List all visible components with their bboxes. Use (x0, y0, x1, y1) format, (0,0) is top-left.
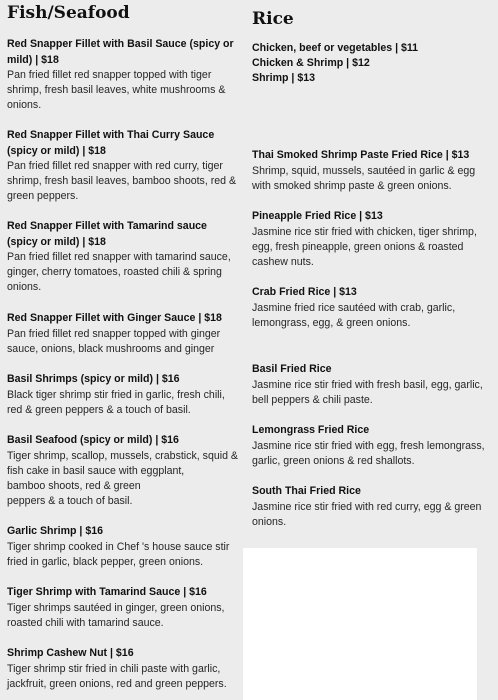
menu-item-title: Tiger Shrimp with Tamarind Sauce | $16 (7, 586, 207, 598)
menu-item-title: Basil Shrimps (spicy or mild) | $16 (7, 373, 180, 385)
menu-item (7, 646, 239, 692)
menu-item (252, 148, 492, 194)
section-heading-rice: Rice (252, 9, 294, 29)
menu-item-description: Black tiger shrimp stir fried in garlic, fresh chili, red & green peppers & a touch of basil. (7, 388, 225, 416)
menu-item-description: Pan fried fillet red snapper with tamarind sauce, ginger, cherry tomatoes, roasted chili & spring onions. (7, 251, 231, 294)
menu-item-description: Jasmine rice stir fried with fresh basil, egg, garlic, bell peppers & chili paste. (252, 378, 483, 406)
menu-item-title: Red Snapper Fillet with Thai Curry Sauce (spicy or mild) | $18 (7, 129, 215, 157)
menu-item (7, 372, 239, 418)
menu-item-description: Tiger shrimp cooked in Chef 's house sauce stir fried in garlic, black pepper, green onions. (7, 540, 230, 568)
menu-item-description: Pan fried fillet red snapper topped with ginger sauce, onions, black mushrooms and ginger (7, 327, 221, 355)
menu-item (7, 37, 239, 114)
menu-item (252, 209, 492, 270)
menu-item-description: Jasmine rice stir fried with red curry, egg & green onions. (252, 500, 482, 528)
menu-item-description: Jasmine fried rice sautéed with crab, garlic, lemongrass, egg, & green onions. (252, 301, 456, 329)
menu-item-title: Thai Smoked Shrimp Paste Fried Rice | $13 (252, 149, 470, 161)
menu-item (252, 484, 492, 530)
rice-price-line: Chicken & Shrimp | $12 (252, 57, 370, 70)
menu-item-title: Red Snapper Fillet with Tamarind sauce (spicy or mild) | $18 (7, 220, 207, 248)
menu-item (7, 433, 239, 509)
menu-item-title: Red Snapper Fillet with Basil Sauce (spicy or mild) | $18 (7, 38, 234, 66)
menu-item-title: Garlic Shrimp | $16 (7, 525, 103, 537)
menu-item-description: Tiger shrimp, scallop, mussels, crabstick, squid & fish cake in basil sauce with eggplant, bamboo shoots, red & green peppers & a touch of basil. (7, 449, 238, 508)
blank-panel (243, 548, 477, 700)
menu-item (7, 311, 239, 357)
menu-item (7, 585, 239, 631)
menu-item (252, 285, 492, 331)
rice-price-line: Shrimp | $13 (252, 72, 316, 85)
menu-item (252, 362, 492, 408)
menu-item-description: Pan fried fillet red snapper with red curry, tiger shrimp, fresh basil leaves, bamboo shoots, red & green peppers. (7, 160, 237, 203)
menu-item-description: Jasmine rice stir fried with chicken, tiger shrimp, egg, fresh pineapple, green onions & roasted cashew nuts. (252, 225, 477, 268)
menu-item (7, 524, 239, 570)
menu-item-title: Crab Fried Rice | $13 (252, 286, 357, 298)
rice-price-line: Chicken, beef or vegetables | $11 (252, 42, 419, 54)
menu-item-description: Jasmine rice stir fried with egg, fresh lemongrass, garlic, green onions & red shallots. (252, 439, 485, 467)
menu-item-description: Pan fried fillet red snapper topped with tiger shrimp, fresh basil leaves, white mushrooms & onions. (7, 69, 226, 112)
menu-item-description: Tiger shrimp stir fried in chili paste with garlic, jackfruit, green onions, red and green peppers. (7, 662, 227, 690)
menu-item (252, 423, 492, 469)
menu-item-description: Shrimp, squid, mussels, sautéed in garlic & egg with smoked shrimp paste & green onions. (252, 164, 476, 192)
menu-item-description: Tiger shrimps sautéed in ginger, green onions, roasted chili with tamarind sauce. (7, 601, 225, 629)
menu-item (7, 219, 239, 296)
menu-item-title: Pineapple Fried Rice | $13 (252, 210, 383, 222)
menu-item-title: South Thai Fried Rice (252, 485, 361, 497)
menu-item-title: Red Snapper Fillet with Ginger Sauce | $18 (7, 312, 222, 324)
menu-item-title: Basil Fried Rice (252, 363, 332, 375)
menu-item-title: Lemongrass Fried Rice (252, 424, 370, 436)
menu-item-title: Shrimp Cashew Nut | $16 (7, 647, 134, 659)
menu-item (7, 128, 239, 205)
menu-item-title: Basil Seafood (spicy or mild) | $16 (7, 434, 179, 446)
section-heading-fish-seafood: Fish/Seafood (7, 3, 130, 23)
rice-price-list (252, 41, 492, 87)
